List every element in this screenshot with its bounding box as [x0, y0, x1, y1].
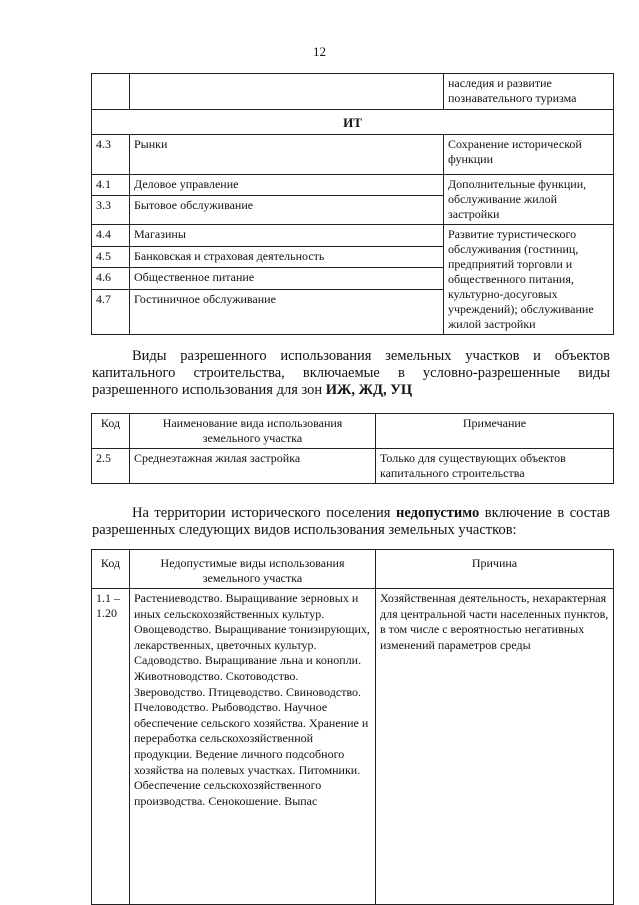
prohibited-uses-paragraph — [92, 505, 610, 539]
header-note: Примечание — [376, 414, 614, 449]
table-cell-name: Гостиничное обслуживание — [130, 289, 444, 334]
paragraph-text-before: На территории исторического поселения — [132, 505, 397, 521]
header-reason: Причина — [376, 550, 614, 589]
table-cell-name: Растениеводство. Выращивание зерновых и иных сельскохозяйственных культур. Овощеводство. Выращивание тонизирующих, лекарственных, цветочных культур. Садоводство. Выращивание льна и конопли. Животноводство. Скотоводство. Звероводство. Птицеводство. Свиноводство. Пчеловодство. Рыбоводство. Научное обеспечение сельского хозяйства. Хранение и переработка сельскохозяйственной продукции. Ведение личного подсобного хозяйства на полевых участках. Питомники. Обеспечение сельскохозяйственного производства. Сенокошение. Выпас — [130, 589, 376, 905]
paragraph-text: Виды разрешенного использования земельных участков и объектов капитального строительства, включаемые в условно-разрешенные виды разрешенного использования для зон — [92, 348, 610, 398]
table-cell-code: 2.5 — [92, 449, 130, 484]
header-name: Недопустимые виды использования земельного участка — [130, 550, 376, 589]
header-code: Код — [92, 414, 130, 449]
page-number: 12 — [313, 44, 326, 59]
table-row — [92, 449, 614, 484]
conditional-uses-paragraph — [92, 348, 610, 399]
zone-it-table — [91, 73, 614, 335]
table-header-row — [92, 550, 614, 589]
table-cell-code: 4.4 — [92, 225, 130, 247]
table-cell-code: 4.5 — [92, 246, 130, 268]
table-cell-note: Дополнительные функции, обслуживание жилой застройки — [444, 175, 614, 225]
table-cell-code: 4.7 — [92, 289, 130, 334]
table-cell-code: 4.1 — [92, 175, 130, 196]
header-name: Наименование вида использования земельного участка — [130, 414, 376, 449]
table-cell-name: Общественное питание — [130, 268, 444, 290]
table-cell-code: 3.3 — [92, 195, 130, 224]
table-cell-reason: Хозяйственная деятельность, нехарактерная для центральной части населенных пунктов, в том числе с вероятностью негативных изменений параметров среды — [376, 589, 614, 905]
table-cell-code: 4.6 — [92, 268, 130, 290]
header-code: Код — [92, 550, 130, 589]
table-cell-name: Банковская и страховая деятельность — [130, 246, 444, 268]
table-row — [92, 74, 614, 110]
zone-header: ИТ — [92, 110, 614, 135]
table-cell-name: Магазины — [130, 225, 444, 247]
table-cell-note: наследия и развитие познавательного туризма — [444, 74, 614, 110]
table-header-row — [92, 414, 614, 449]
table-row — [92, 225, 614, 247]
table-cell-name: Бытовое обслуживание — [130, 195, 444, 224]
table-row-zone-header — [92, 110, 614, 135]
prohibited-uses-table — [91, 549, 614, 905]
table-cell-note: Сохранение исторической функции — [444, 135, 614, 175]
table-cell-name: Деловое управление — [130, 175, 444, 196]
conditional-uses-table — [91, 413, 614, 484]
table-row — [92, 175, 614, 196]
paragraph-bold-zones: ИЖ, ЖД, УЦ — [325, 382, 413, 398]
table-cell-name: Среднеэтажная жилая застройка — [130, 449, 376, 484]
table-cell-note: Развитие туристического обслуживания (гостиниц, предприятий торговли и общественного питания, культурно-досуговых учреждений); обслуживание жилой застройки — [444, 225, 614, 335]
table-cell-note: Только для существующих объектов капитального строительства — [376, 449, 614, 484]
paragraph-text-after: включение в состав разрешенных следующих видов использования земельных участков: — [92, 505, 611, 538]
table-row — [92, 589, 614, 905]
table-row — [92, 135, 614, 175]
paragraph-bold-prohibited: недопустимо — [396, 505, 480, 521]
table-cell-name: Рынки — [130, 135, 444, 175]
table-cell-code: 1.1 – 1.20 — [92, 589, 130, 905]
table-cell-code: 4.3 — [92, 135, 130, 175]
